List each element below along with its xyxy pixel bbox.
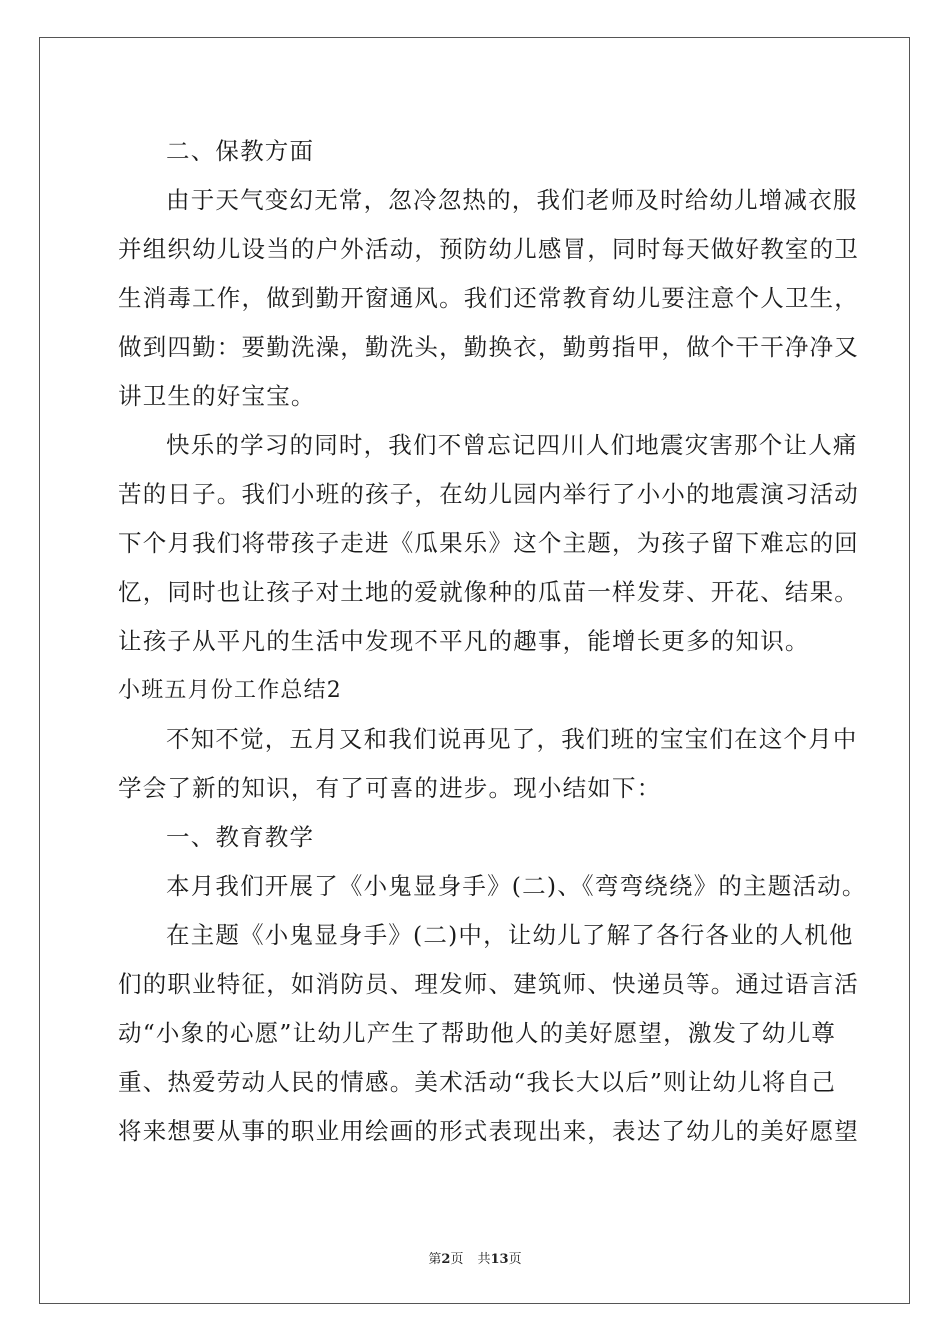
paragraph-line: 下个月我们将带孩子走进《瓜果乐》这个主题，为孩子留下难忘的回 xyxy=(118,529,859,557)
paragraph-line: 让孩子从平凡的生活中发现不平凡的趣事，能增长更多的知识。 xyxy=(118,627,810,655)
paragraph-line: 动“小象的心愿”让幼儿产生了帮助他人的美好愿望，激发了幼儿尊 xyxy=(118,1019,837,1047)
paragraph-line: 讲卫生的好宝宝。 xyxy=(118,382,316,410)
paragraph-line: 生消毒工作，做到勤开窗通风。我们还常教育幼儿要注意个人卫生， xyxy=(118,284,859,312)
document-title-summary-2: 小班五月份工作总结2 xyxy=(118,678,342,703)
total-suffix: 页 xyxy=(508,1252,522,1267)
paragraph-line: 不知不觉，五月又和我们说再见了，我们班的宝宝们在这个月中 xyxy=(166,725,858,753)
document-body xyxy=(118,127,867,1156)
page-footer xyxy=(0,1252,950,1268)
paragraph-line: 快乐的学习的同时，我们不曾忘记四川人们地震灾害那个让人痛 xyxy=(166,431,858,459)
section-heading-care: 二、保教方面 xyxy=(166,137,315,165)
paragraph-line: 们的职业特征，如消防员、理发师、建筑师、快递员等。通过语言活 xyxy=(118,970,859,998)
paragraph-line: 在主题《小鬼显身手》(二)中，让幼儿了解了各行各业的人机他 xyxy=(166,921,854,949)
page-suffix: 页 xyxy=(450,1252,464,1267)
page-prefix: 第 xyxy=(428,1252,442,1267)
section-heading-teaching: 一、教育教学 xyxy=(166,823,315,851)
paragraph-line: 本月我们开展了《小鬼显身手》(二)、《弯弯绕绕》的主题活动。 xyxy=(166,872,867,900)
paragraph-line: 并组织幼儿设当的户外活动，预防幼儿感冒，同时每天做好教室的卫 xyxy=(118,235,859,263)
total-prefix: 共 xyxy=(477,1252,491,1267)
paragraph-line: 做到四勤：要勤洗澡，勤洗头，勤换衣，勤剪指甲，做个干干净净又 xyxy=(118,333,859,361)
paragraph-line: 学会了新的知识，有了可喜的进步。现小结如下： xyxy=(118,774,662,802)
paragraph-line: 忆，同时也让孩子对土地的爱就像种的瓜苗一样发芽、开花、结果。 xyxy=(118,578,859,606)
paragraph-line: 将来想要从事的职业用绘画的形式表现出来，表达了幼儿的美好愿望 xyxy=(118,1117,859,1145)
paragraph-line: 由于天气变幻无常，忽冷忽热的，我们老师及时给幼儿增减衣服 xyxy=(166,186,858,214)
total-pages: 13 xyxy=(490,1252,509,1267)
paragraph-line: 苦的日子。我们小班的孩子，在幼儿园内举行了小小的地震演习活动 xyxy=(118,480,859,508)
page-number: 2 xyxy=(441,1252,451,1267)
paragraph-line: 重、热爱劳动人民的情感。美术活动“我长大以后”则让幼儿将自己 xyxy=(118,1068,837,1096)
